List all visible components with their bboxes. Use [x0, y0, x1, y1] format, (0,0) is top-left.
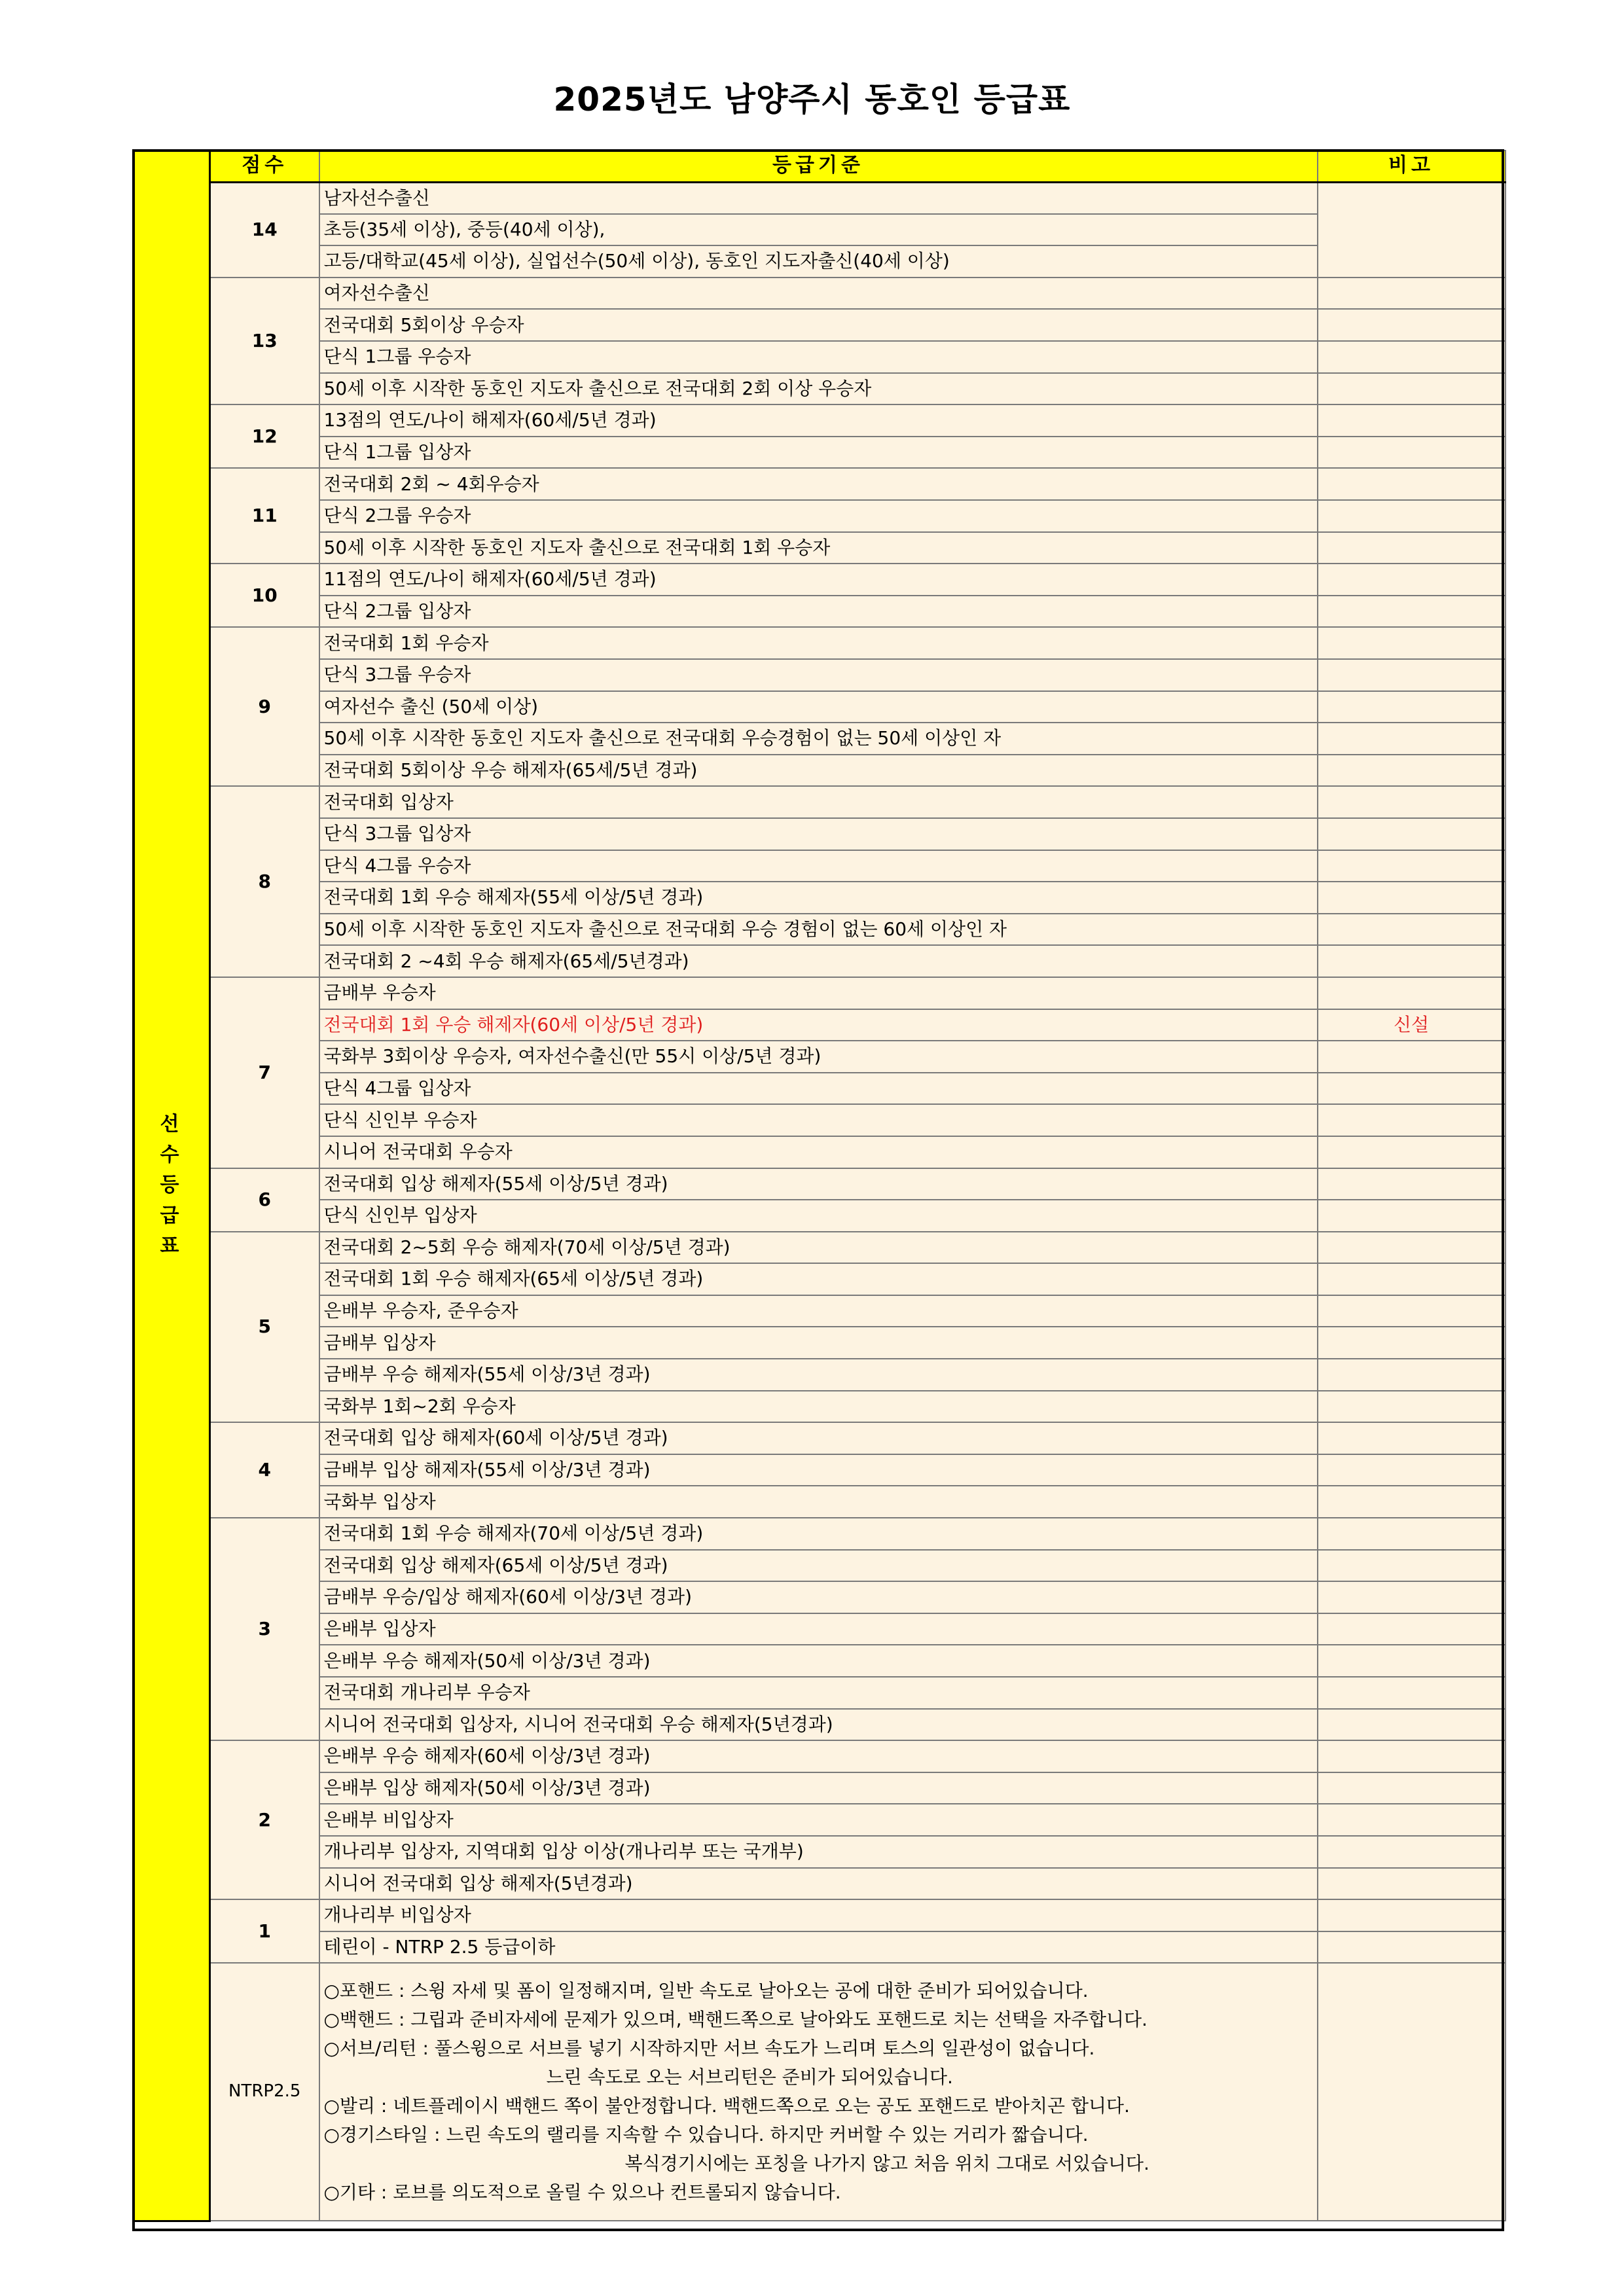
criteria-cell: 단식 4그룹 입상자 [319, 1073, 1318, 1105]
note-cell [1318, 437, 1506, 469]
table-row [134, 1454, 1506, 1486]
table-row [134, 818, 1506, 850]
table-row [134, 945, 1506, 977]
table-row [134, 437, 1506, 469]
criteria-cell: 남자선수출신 [319, 182, 1318, 214]
note-cell [1318, 1486, 1506, 1518]
table-row [134, 755, 1506, 787]
criteria-cell: 11점의 연도/나이 해제자(60세/5년 경과) [319, 564, 1318, 596]
criteria-cell: 단식 3그룹 우승자 [319, 659, 1318, 691]
score-cell: 5 [210, 1232, 319, 1423]
score-cell: 13 [210, 278, 319, 404]
table-row [134, 977, 1506, 1009]
score-cell: 11 [210, 468, 319, 564]
table-row [134, 1295, 1506, 1327]
criteria-cell: 전국대회 입상 해제자(55세 이상/5년 경과) [319, 1168, 1318, 1200]
criteria-cell: 테린이 - NTRP 2.5 등급이하 [319, 1931, 1318, 1964]
note-cell [1318, 1454, 1506, 1486]
score-cell: 7 [210, 977, 319, 1168]
note-cell [1318, 1422, 1506, 1454]
note-cell [1318, 1740, 1506, 1772]
criteria-cell: 단식 3그룹 입상자 [319, 818, 1318, 850]
table-row [134, 245, 1506, 278]
criteria-cell: 단식 2그룹 우승자 [319, 500, 1318, 532]
header-score: 점수 [210, 151, 319, 183]
table-row [134, 468, 1506, 500]
criteria-cell: 개나리부 비입상자 [319, 1899, 1318, 1931]
note-cell [1318, 1772, 1506, 1804]
criteria-cell: 전국대회 1회 우승자 [319, 627, 1318, 659]
criteria-cell: 은배부 우승자, 준우승자 [319, 1295, 1318, 1327]
score-cell: 4 [210, 1422, 319, 1518]
table-row [134, 500, 1506, 532]
table-row [134, 691, 1506, 723]
table-row [134, 1486, 1506, 1518]
table-row [134, 1359, 1506, 1391]
criteria-cell: 초등(35세 이상), 중등(40세 이상), [319, 214, 1318, 246]
note-cell [1318, 1645, 1506, 1677]
grade-table [132, 149, 1506, 2222]
criteria-cell: 전국대회 1회 우승 해제자(70세 이상/5년 경과) [319, 1518, 1318, 1550]
table-row [134, 914, 1506, 946]
criteria-cell: 금배부 우승자 [319, 977, 1318, 1009]
side-label-char: 표 [160, 1234, 183, 1258]
table-row [134, 1550, 1506, 1582]
criteria-cell: 은배부 입상자 [319, 1613, 1318, 1645]
criteria-cell: 국화부 입상자 [319, 1486, 1318, 1518]
side-label-char: 선 [160, 1113, 183, 1136]
side-label-char: 수 [160, 1143, 183, 1166]
table-row [134, 1581, 1506, 1613]
note-cell [1318, 1677, 1506, 1709]
table-row [134, 882, 1506, 914]
table-row [134, 1232, 1506, 1264]
criteria-cell: 은배부 비입상자 [319, 1804, 1318, 1836]
table-row [134, 341, 1506, 373]
criteria-cell: 개나리부 입상자, 지역대회 입상 이상(개나리부 또는 국개부) [319, 1836, 1318, 1868]
note-cell [1318, 1550, 1506, 1582]
note-cell [1318, 278, 1506, 310]
ntrp-line: 느린 속도로 오는 서브리턴은 준비가 되어있습니다. [546, 2066, 953, 2089]
note-cell [1318, 404, 1506, 437]
table-row [134, 1136, 1506, 1168]
note-cell [1318, 341, 1506, 373]
score-cell: 12 [210, 404, 319, 468]
note-cell [1318, 1232, 1506, 1264]
table-row [134, 278, 1506, 310]
criteria-cell: 전국대회 5회이상 우승 해제자(65세/5년 경과) [319, 755, 1318, 787]
note-cell [1318, 723, 1506, 755]
note-cell [1318, 1581, 1506, 1613]
table-row [134, 309, 1506, 341]
table-row [134, 723, 1506, 755]
table-row [134, 1518, 1506, 1550]
criteria-cell: 전국대회 2 ~4회 우승 해제자(65세/5년경과) [319, 945, 1318, 977]
note-cell [1318, 1868, 1506, 1900]
ntrp-line: ○발리 : 네트플레이시 백핸드 쪽이 불안정합니다. 백핸드쪽으로 오는 공도 포핸드로 받아치곤 합니다. [323, 2095, 1130, 2117]
table-row [134, 786, 1506, 818]
note-cell [1318, 1899, 1506, 1931]
score-cell: 1 [210, 1899, 319, 1963]
note-cell [1318, 1359, 1506, 1391]
note-cell [1318, 500, 1506, 532]
note-cell [1318, 818, 1506, 850]
note-cell [1318, 564, 1506, 596]
table-row [134, 532, 1506, 564]
criteria-cell: 단식 1그룹 우승자 [319, 341, 1318, 373]
ntrp-line: 복식경기시에는 포칭을 나가지 않고 처음 위치 그대로 서있습니다. [624, 2153, 1150, 2175]
table-row [134, 373, 1506, 405]
table-row [134, 659, 1506, 691]
table-row [134, 1263, 1506, 1295]
note-cell [1318, 1804, 1506, 1836]
note-cell [1318, 1200, 1506, 1232]
criteria-cell: 여자선수출신 [319, 278, 1318, 310]
side-label-char: 급 [160, 1204, 183, 1227]
note-cell [1318, 627, 1506, 659]
table-row [134, 1772, 1506, 1804]
table-row [134, 1868, 1506, 1900]
note-cell [1318, 691, 1506, 723]
table-row [134, 1613, 1506, 1645]
criteria-cell: 전국대회 1회 우승 해제자(60세 이상/5년 경과) [319, 1009, 1318, 1041]
note-cell [1318, 1613, 1506, 1645]
criteria-cell: 전국대회 1회 우승 해제자(55세 이상/5년 경과) [319, 882, 1318, 914]
note-cell [1318, 373, 1506, 405]
note-cell [1318, 882, 1506, 914]
table-row [134, 1645, 1506, 1677]
note-cell [1318, 1041, 1506, 1073]
criteria-cell: 고등/대학교(45세 이상), 실업선수(50세 이상), 동호인 지도자출신(40세 이상) [319, 245, 1318, 278]
criteria-cell: 50세 이후 시작한 동호인 지도자 출신으로 전국대회 2회 이상 우승자 [319, 373, 1318, 405]
criteria-cell: 여자선수 출신 (50세 이상) [319, 691, 1318, 723]
note-cell [1318, 1327, 1506, 1359]
ntrp-row [134, 1963, 1506, 2221]
criteria-cell: 금배부 입상 해제자(55세 이상/3년 경과) [319, 1454, 1318, 1486]
side-label [134, 151, 210, 2221]
score-cell: 9 [210, 627, 319, 786]
score-cell: 14 [210, 182, 319, 278]
note-cell [1318, 182, 1506, 278]
table-row [134, 1104, 1506, 1136]
criteria-cell: 은배부 우승 해제자(60세 이상/3년 경과) [319, 1740, 1318, 1772]
note-cell [1318, 1263, 1506, 1295]
note-cell [1318, 1295, 1506, 1327]
ntrp-line: ○포핸드 : 스윙 자세 및 폼이 일정해지며, 일반 속도로 날아오는 공에 대한 준비가 되어있습니다. [323, 1980, 1089, 2002]
table-row [134, 404, 1506, 437]
criteria-cell: 단식 4그룹 우승자 [319, 850, 1318, 882]
criteria-cell: 전국대회 1회 우승 해제자(65세 이상/5년 경과) [319, 1263, 1318, 1295]
note-cell [1318, 945, 1506, 977]
criteria-cell: 전국대회 2회 ~ 4회우승자 [319, 468, 1318, 500]
criteria-cell: 시니어 전국대회 입상자, 시니어 전국대회 우승 해제자(5년경과) [319, 1709, 1318, 1741]
table-row [134, 1709, 1506, 1741]
ntrp-label: NTRP2.5 [210, 1963, 319, 2221]
table-row [134, 1200, 1506, 1232]
table-row [134, 1931, 1506, 1964]
criteria-cell: 국화부 1회~2회 우승자 [319, 1391, 1318, 1423]
note-cell [1318, 755, 1506, 787]
table-row [134, 1836, 1506, 1868]
table-row [134, 1899, 1506, 1931]
note-cell [1318, 1836, 1506, 1868]
criteria-cell: 50세 이후 시작한 동호인 지도자 출신으로 전국대회 우승 경험이 없는 60세 이상인 자 [319, 914, 1318, 946]
ntrp-line: ○기타 : 로브를 의도적으로 올릴 수 있으나 컨트롤되지 않습니다. [323, 2181, 841, 2204]
criteria-cell: 13점의 연도/나이 해제자(60세/5년 경과) [319, 404, 1318, 437]
note-cell [1318, 850, 1506, 882]
header-note: 비고 [1318, 151, 1506, 183]
criteria-cell: 전국대회 입상 해제자(65세 이상/5년 경과) [319, 1550, 1318, 1582]
criteria-cell: 금배부 우승/입상 해제자(60세 이상/3년 경과) [319, 1581, 1318, 1613]
table-row [134, 1804, 1506, 1836]
note-cell [1318, 1518, 1506, 1550]
table-header-row [134, 151, 1506, 183]
page-title: 2025년도 남양주시 동호인 등급표 [553, 81, 1071, 118]
note-cell [1318, 914, 1506, 946]
ntrp-line: ○서브/리턴 : 풀스윙으로 서브를 넣기 시작하지만 서브 속도가 느리며 토스의 일관성이 없습니다. [323, 2037, 1095, 2060]
criteria-cell: 전국대회 입상자 [319, 786, 1318, 818]
criteria-cell: 전국대회 입상 해제자(60세 이상/5년 경과) [319, 1422, 1318, 1454]
table-row [134, 1009, 1506, 1041]
note-cell [1318, 1963, 1506, 2221]
ntrp-line: ○경기스타일 : 느린 속도의 랠리를 지속할 수 있습니다. 하지만 커버할 수 있는 거리가 짧습니다. [323, 2124, 1089, 2146]
note-cell [1318, 659, 1506, 691]
score-cell: 6 [210, 1168, 319, 1232]
ntrp-description [319, 1963, 1318, 2221]
criteria-cell: 은배부 우승 해제자(50세 이상/3년 경과) [319, 1645, 1318, 1677]
table-row [134, 182, 1506, 214]
table-row [134, 1327, 1506, 1359]
criteria-cell: 금배부 입상자 [319, 1327, 1318, 1359]
table-row [134, 1422, 1506, 1454]
note-cell [1318, 1136, 1506, 1168]
note-cell [1318, 786, 1506, 818]
ntrp-line: ○백핸드 : 그립과 준비자세에 문제가 있으며, 백핸드쪽으로 날아와도 포핸드로 치는 선택을 자주합니다. [323, 2009, 1148, 2031]
side-label-char: 등 [160, 1174, 183, 1197]
table-row [134, 850, 1506, 882]
note-cell [1318, 309, 1506, 341]
criteria-cell: 50세 이후 시작한 동호인 지도자 출신으로 전국대회 우승경험이 없는 50세 이상인 자 [319, 723, 1318, 755]
criteria-cell: 전국대회 개나리부 우승자 [319, 1677, 1318, 1709]
criteria-cell: 단식 신인부 입상자 [319, 1200, 1318, 1232]
table-row [134, 1073, 1506, 1105]
table-row [134, 1677, 1506, 1709]
score-cell: 8 [210, 786, 319, 977]
criteria-cell: 국화부 3회이상 우승자, 여자선수출신(만 55시 이상/5년 경과) [319, 1041, 1318, 1073]
note-cell [1318, 1391, 1506, 1423]
note-cell [1318, 1709, 1506, 1741]
note-cell [1318, 596, 1506, 628]
note-cell [1318, 1931, 1506, 1964]
criteria-cell: 단식 신인부 우승자 [319, 1104, 1318, 1136]
table-row [134, 596, 1506, 628]
score-cell: 2 [210, 1740, 319, 1899]
note-cell: 신설 [1318, 1009, 1506, 1041]
header-criteria: 등급기준 [319, 151, 1318, 183]
score-cell: 3 [210, 1518, 319, 1740]
criteria-cell: 단식 2그룹 입상자 [319, 596, 1318, 628]
note-cell [1318, 532, 1506, 564]
score-cell: 10 [210, 564, 319, 627]
criteria-cell: 금배부 우승 해제자(55세 이상/3년 경과) [319, 1359, 1318, 1391]
table-row [134, 1740, 1506, 1772]
table-row [134, 564, 1506, 596]
table-row [134, 1168, 1506, 1200]
table-row [134, 214, 1506, 246]
note-cell [1318, 468, 1506, 500]
note-cell [1318, 1073, 1506, 1105]
criteria-cell: 은배부 입상 해제자(50세 이상/3년 경과) [319, 1772, 1318, 1804]
note-cell [1318, 977, 1506, 1009]
note-cell [1318, 1168, 1506, 1200]
criteria-cell: 전국대회 5회이상 우승자 [319, 309, 1318, 341]
criteria-cell: 단식 1그룹 입상자 [319, 437, 1318, 469]
criteria-cell: 전국대회 2~5회 우승 해제자(70세 이상/5년 경과) [319, 1232, 1318, 1264]
criteria-cell: 시니어 전국대회 입상 해제자(5년경과) [319, 1868, 1318, 1900]
table-row [134, 627, 1506, 659]
table-row [134, 1391, 1506, 1423]
criteria-cell: 시니어 전국대회 우승자 [319, 1136, 1318, 1168]
note-cell [1318, 1104, 1506, 1136]
table-row [134, 1041, 1506, 1073]
criteria-cell: 50세 이후 시작한 동호인 지도자 출신으로 전국대회 1회 우승자 [319, 532, 1318, 564]
